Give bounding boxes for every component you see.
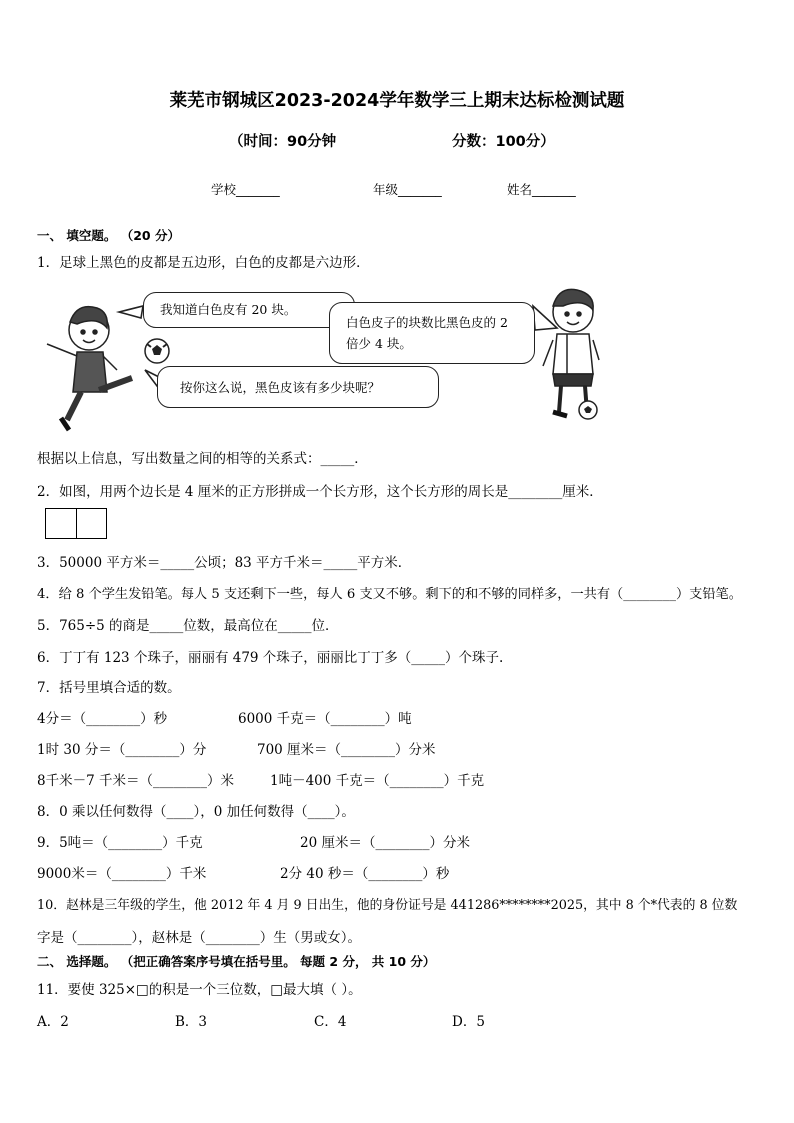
q11-text: 11．要使 325×□的积是一个三位数，□最大填（ ）。	[37, 982, 362, 998]
exam-time: （时间：90分钟	[229, 134, 337, 150]
exam-score: 分数：100分）	[452, 134, 555, 150]
q10-line1: 10．赵林是三年级的学生，他 2012 年 4 月 9 日出生，他的身份证号是 441286********2025，其中 8 个*代表的 8 位数	[37, 898, 738, 913]
q1-text: 1．足球上黑色的皮都是五边形，白色的皮都是六边形．	[37, 255, 370, 271]
q10-line2: 字是（________），赵林是（________）生（男或女）。	[37, 930, 361, 946]
bubble1-tail	[119, 306, 143, 318]
q8-text: 8．0 乘以任何数得（____），0 加任何数得（____）。	[37, 804, 355, 820]
speech-bubble-3: 按你这么说，黑色皮该有多少块呢？	[157, 366, 439, 408]
grade-field: 年级_______	[373, 182, 442, 197]
q2-text: 2．如图，用两个边长是 4 厘米的正方形拼成一个长方形，这个长方形的周长是________厘米．	[37, 484, 603, 500]
q9-item-1a: 9．5吨＝（________）千克	[37, 835, 203, 851]
speech-bubble-2: 白色皮子的块数比黑色皮的 2 倍少 4 块。	[329, 302, 535, 364]
q7-item-1b: 6000 千克＝（________）吨	[238, 711, 412, 727]
q11-option-a: A．2	[37, 1014, 69, 1030]
q7-item-3b: 1吨－400 千克＝（________）千克	[270, 773, 485, 789]
two-squares-figure	[45, 508, 107, 539]
section1-heading: 一、 填空题。 （20 分）	[37, 228, 180, 243]
q9-item-1b: 20 厘米＝（________）分米	[300, 835, 470, 851]
q7-item-2a: 1时 30 分＝（________）分	[37, 742, 207, 758]
q4-text: 4．给 8 个学生发铅笔。每人 5 支还剩下一些，每人 6 支又不够。剩下的和不够的同样多，一共有（________）支铅笔。	[37, 587, 742, 602]
name-field: 姓名_______	[507, 182, 576, 197]
q1-illustration	[37, 282, 757, 440]
q7-item-1a: 4分＝（________）秒	[37, 711, 168, 727]
q3-text: 3．50000 平方米＝_____公顷；83 平方千米＝_____平方米．	[37, 555, 412, 571]
q11-option-d: D．5	[452, 1014, 485, 1030]
page-title: 莱芜市钢城区2023-2024学年数学三上期末达标检测试题	[169, 91, 625, 111]
q7-item-2b: 700 厘米＝（________）分米	[257, 742, 436, 758]
q5-text: 5．765÷5 的商是_____位数，最高位在_____位．	[37, 618, 339, 634]
section2-heading: 二、 选择题。 （把正确答案序号填在括号里。 每题 2 分， 共 10 分）	[37, 954, 436, 969]
q7-text: 7．括号里填合适的数。	[37, 680, 181, 696]
q11-option-c: C．4	[314, 1014, 347, 1030]
q7-item-3a: 8千米－7 千米＝（________）米	[37, 773, 234, 789]
q9-item-2a: 9000米＝（________）千米	[37, 866, 207, 882]
school-field: 学校_______	[211, 182, 280, 197]
soccer-ball-right	[579, 401, 597, 419]
right-boy-figure	[543, 289, 599, 416]
square-divider	[76, 509, 77, 538]
left-boy-figure	[47, 307, 132, 430]
q11-option-b: B．3	[175, 1014, 208, 1030]
speech-bubble-1: 我知道白色皮有 20 块。	[143, 292, 355, 328]
q9-item-2b: 2分 40 秒＝（________）秒	[280, 866, 450, 882]
soccer-ball-left	[145, 339, 169, 363]
q6-text: 6．丁丁有 123 个珠子，丽丽有 479 个珠子，丽丽比丁丁多（_____）个珠子.	[37, 650, 504, 666]
q1-followup: 根据以上信息，写出数量之间的相等的关系式：_____．	[37, 451, 368, 467]
